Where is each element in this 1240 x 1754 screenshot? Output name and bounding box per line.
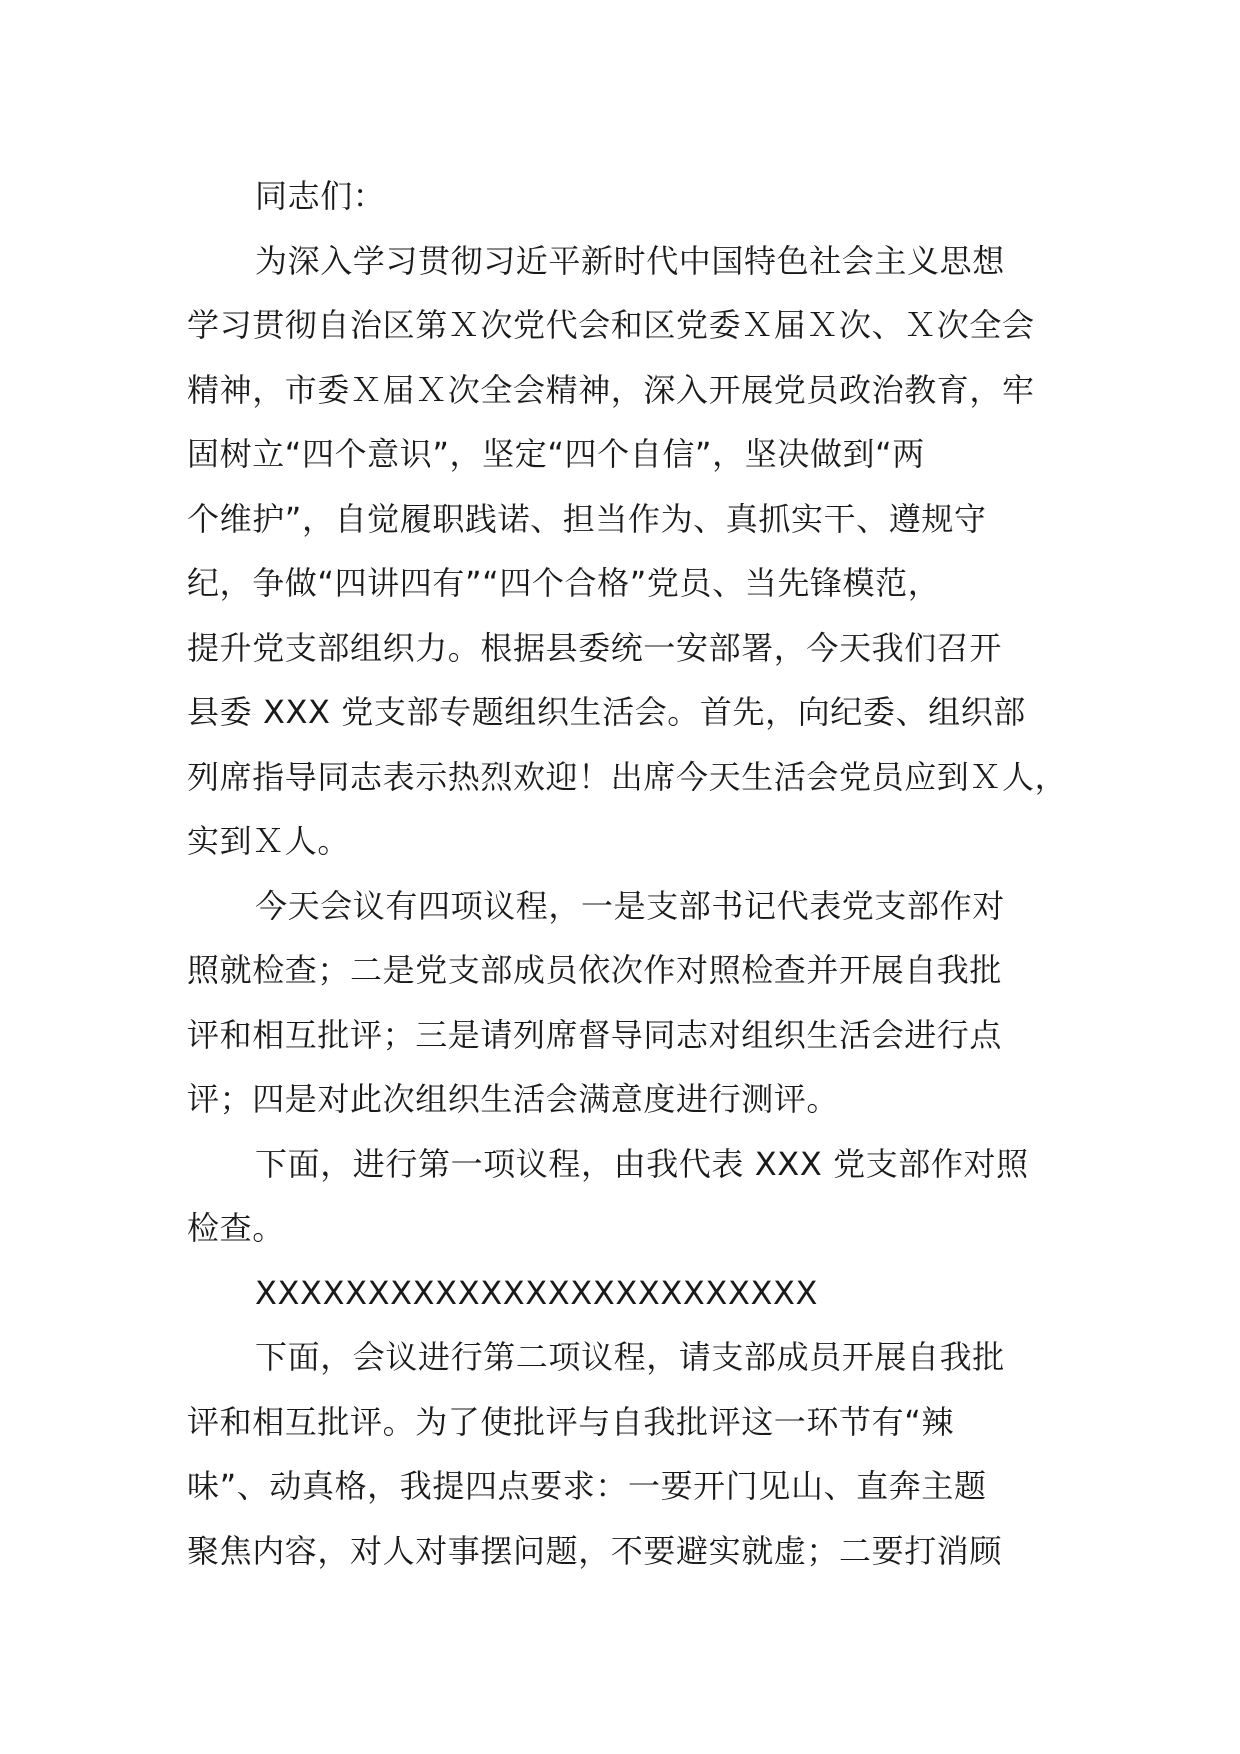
- text-line: 纪，争做“四讲四有”“四个合格”党员、当先锋模范，: [187, 564, 941, 602]
- text-line: 下面，进行第一项议程，由我代表 XXX 党支部作对照: [255, 1144, 1029, 1183]
- text-line: 固树立“四个意识”，坚定“四个自信”，坚决做到“两: [187, 435, 925, 473]
- text-line: 提升党支部组织力。根据县委统一安部署，今天我们召开: [187, 628, 1003, 667]
- text-line: 为深入学习贯彻习近平新时代中国特色社会主义思想: [255, 241, 1005, 280]
- document-body: [187, 164, 1087, 1583]
- text-line: 评和相互批评。为了使批评与自我批评这一环节有“辣: [187, 1402, 954, 1441]
- text-line: 同志们：: [255, 177, 386, 215]
- text-line: 今天会议有四项议程，一是支部书记代表党支部作对: [255, 886, 1005, 925]
- text-line: 精神，市委Ｘ届Ｘ次全会精神，深入开展党员政治教育，牢: [187, 370, 1035, 409]
- text-line: 学习贯彻自治区第Ｘ次党代会和区党委Ｘ届Ｘ次、Ｘ次全会: [187, 306, 1035, 344]
- text-line: 下面，会议进行第二项议程，请支部成员开展自我批: [255, 1338, 1005, 1376]
- text-line: 聚焦内容，对人对事摆问题，不要避实就虚；二要打消顾: [187, 1531, 1003, 1570]
- text-line: 县委 XXX 党支部专题组织生活会。首先，向纪委、组织部: [187, 693, 1026, 731]
- text-line: 个维护”，自觉履职践诺、担当作为、真抓实干、遵规守: [187, 499, 987, 538]
- text-line: 评；四是对此次组织生活会满意度进行测评。: [187, 1080, 840, 1118]
- text-line: 检查。: [187, 1209, 285, 1247]
- text-line: XXXXXXXXXXXXXXXXXXXXXXXXX: [255, 1273, 819, 1312]
- text-line: 味”、动真格，我提四点要求：一要开门见山、直奔主题: [187, 1467, 987, 1505]
- text-line: 列席指导同志表示热烈欢迎！出席今天生活会党员应到Ｘ人，: [187, 757, 1068, 796]
- text-line: 评和相互批评；三是请列席督导同志对组织生活会进行点: [187, 1015, 1003, 1054]
- text-line: 实到Ｘ人。: [187, 822, 351, 860]
- text-line: 照就检查；二是党支部成员依次作对照检查并开展自我批: [187, 951, 1003, 989]
